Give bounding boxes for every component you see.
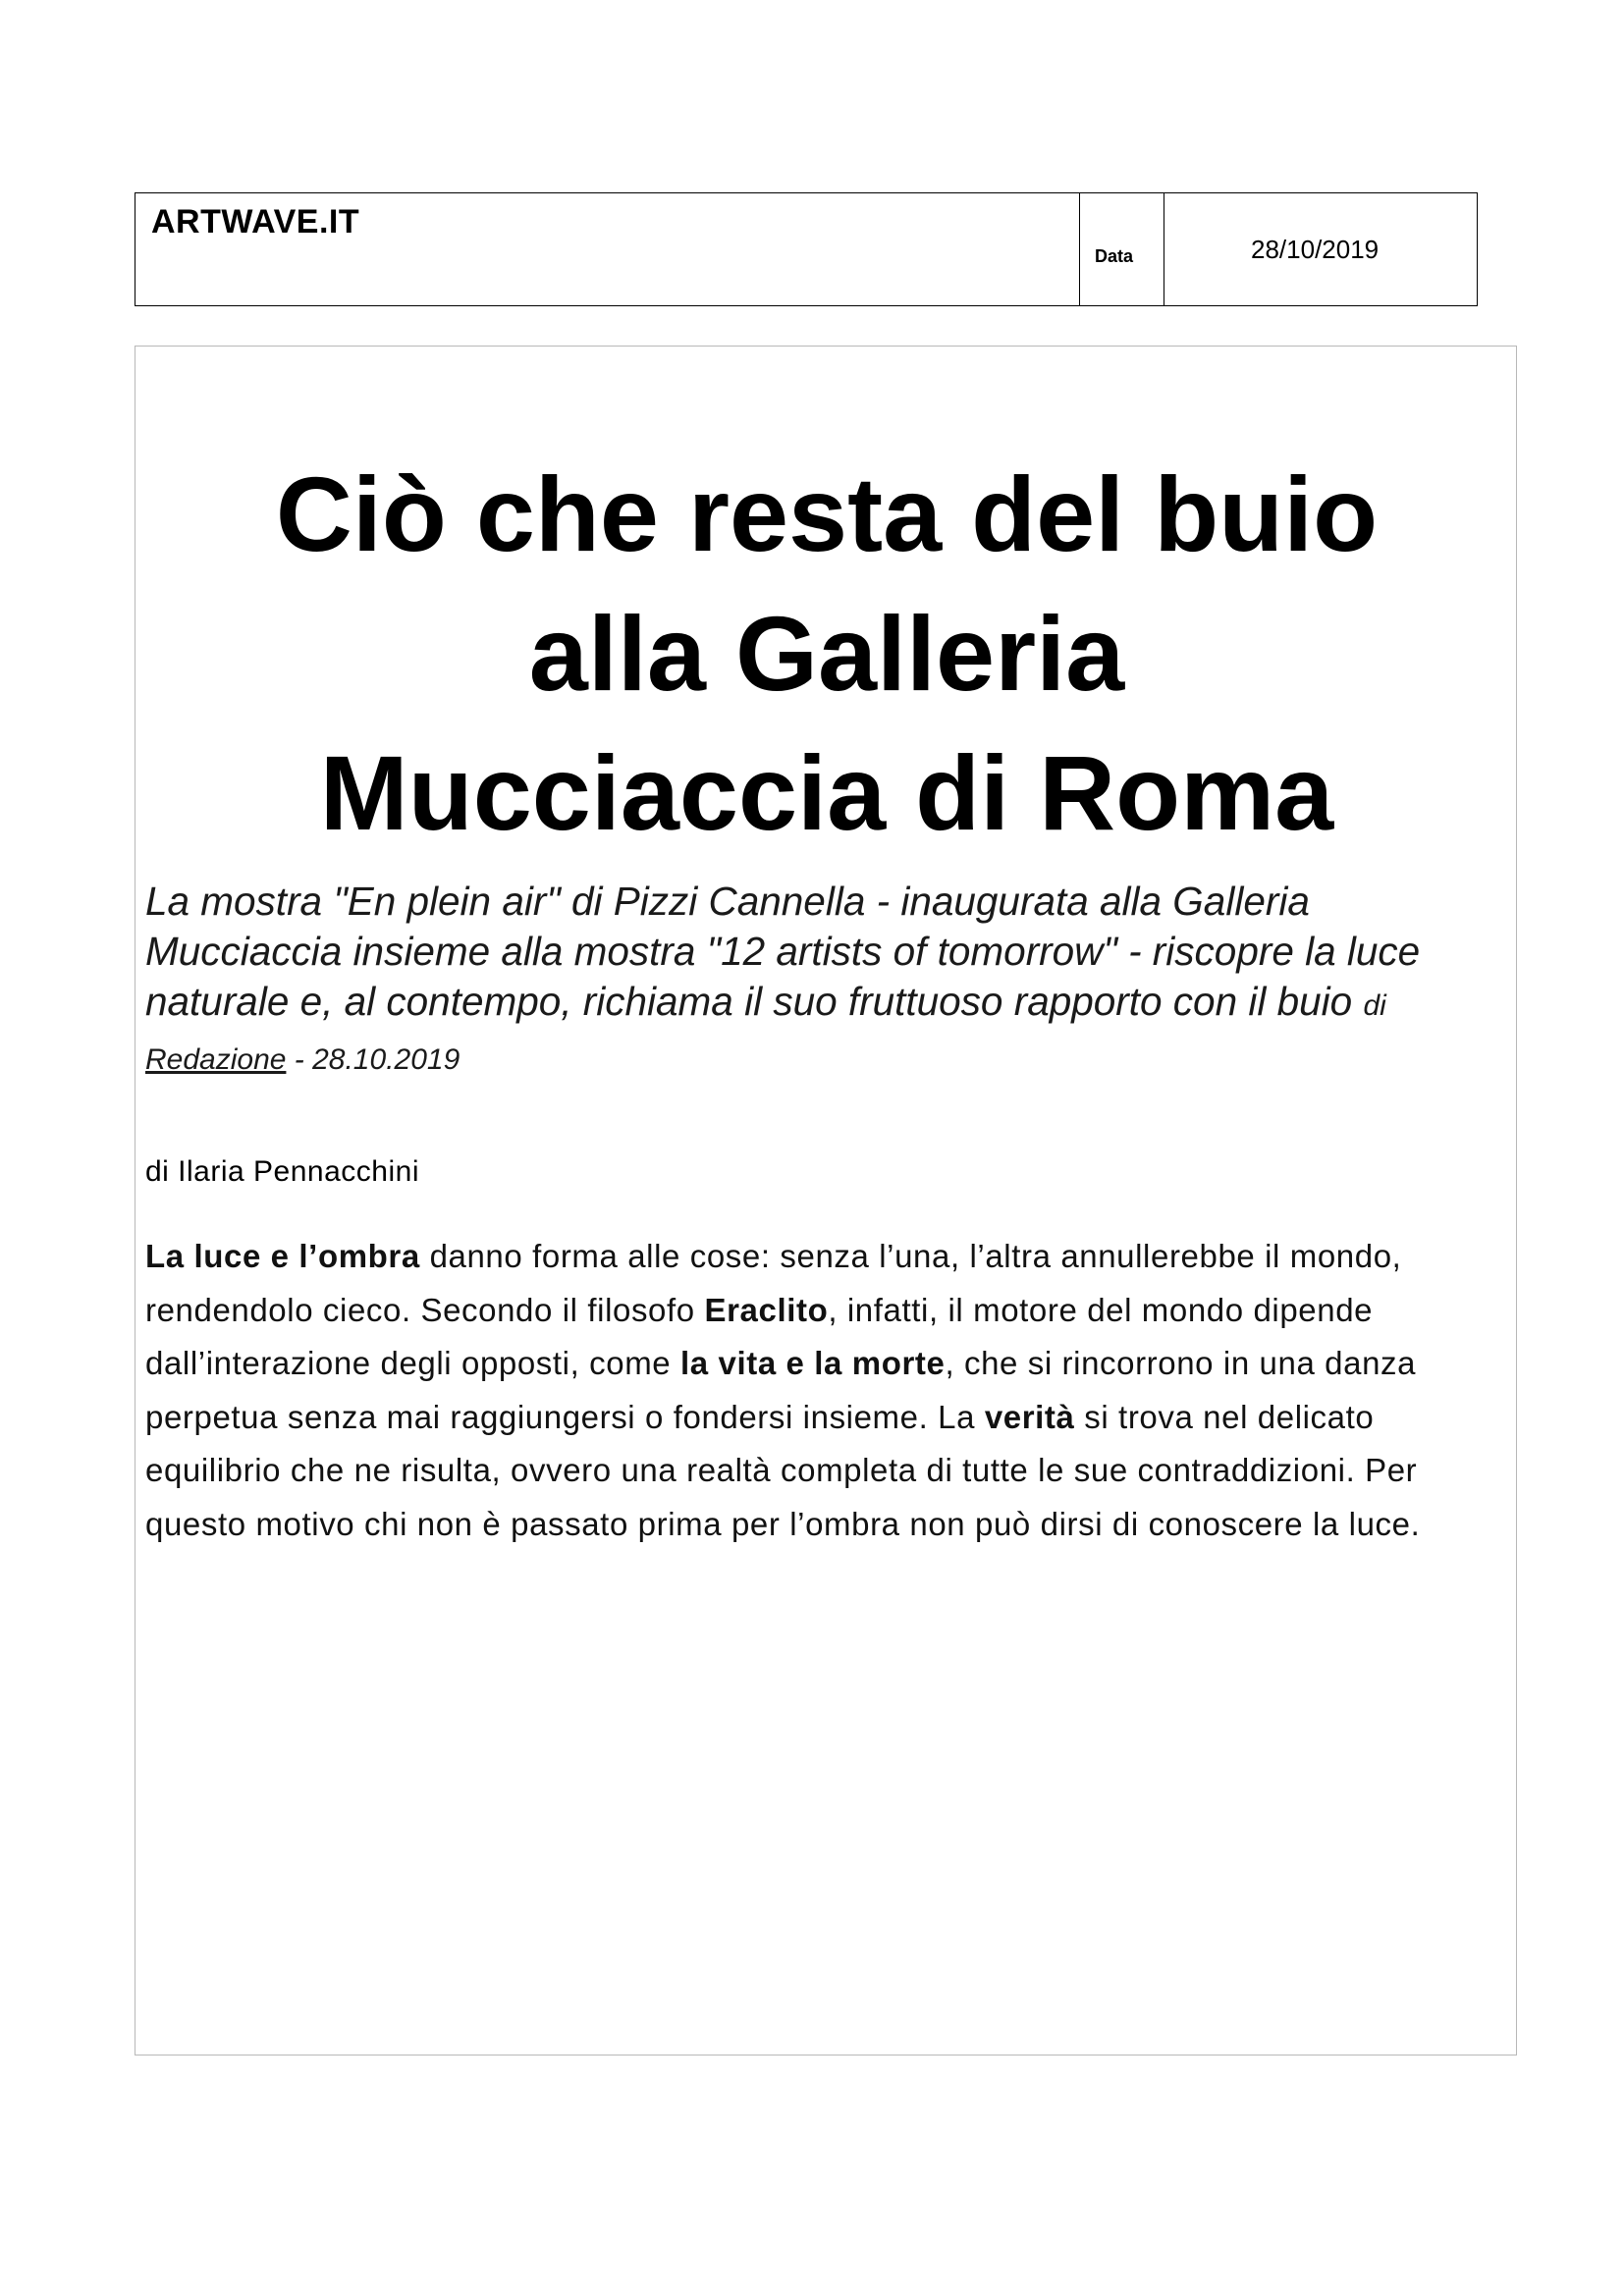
source-name: ARTWAVE.IT xyxy=(151,203,360,240)
date-label-cell xyxy=(1080,193,1164,305)
article-title xyxy=(135,445,1518,863)
byline-prefix: di xyxy=(1363,989,1386,1022)
author-link[interactable]: Redazione xyxy=(145,1043,287,1076)
article-subtitle xyxy=(145,877,1510,1085)
body-segment: si trova nel delicato equilibrio che ne risulta, ovvero una realtà completa di tutte le sue contraddizioni. Per questo motivo chi non è passato prima per l’ombra non può dirsi di conoscere la luce. xyxy=(145,1398,1421,1542)
body-segment: , infatti, il motore del mondo dipende dall’interazione degli opposti, come xyxy=(145,1291,1374,1381)
body-segment: La luce e l’ombra xyxy=(145,1238,420,1274)
body-segment: la vita e la morte xyxy=(680,1345,946,1381)
body-segment: Eraclito xyxy=(704,1291,829,1328)
byline-date: - 28.10.2019 xyxy=(294,1043,460,1076)
header-table xyxy=(135,192,1478,306)
body-segment: danno forma alle cose: senza l’una, l’altra annullerebbe il mondo, rendendolo cieco. Secondo il filosofo xyxy=(145,1238,1402,1328)
article-body xyxy=(145,1230,1510,1551)
title-line: Ciò che resta del buio xyxy=(275,454,1379,573)
author-line: di Ilaria Pennacchini xyxy=(145,1155,419,1188)
source-cell xyxy=(135,193,1080,305)
date-label: Data xyxy=(1095,246,1134,266)
body-segment: verità xyxy=(984,1398,1075,1435)
title-line: Mucciaccia di Roma xyxy=(319,733,1334,852)
date-value: 28/10/2019 xyxy=(1251,235,1380,264)
body-segment: , che si rincorrono in una danza perpetua senza mai raggiungersi o fondersi insieme. La xyxy=(145,1345,1417,1435)
article-clipping xyxy=(135,346,1517,2056)
subtitle-text: La mostra "En plein air" di Pizzi Cannella - inaugurata alla Galleria Mucciaccia insieme alla mostra "12 artists of tomorrow" - riscopre la luce naturale e, al contempo, richiama il suo fruttuoso rapporto con il buio xyxy=(145,879,1421,1024)
date-value-cell xyxy=(1164,193,1477,305)
title-line: alla Galleria xyxy=(528,594,1125,713)
